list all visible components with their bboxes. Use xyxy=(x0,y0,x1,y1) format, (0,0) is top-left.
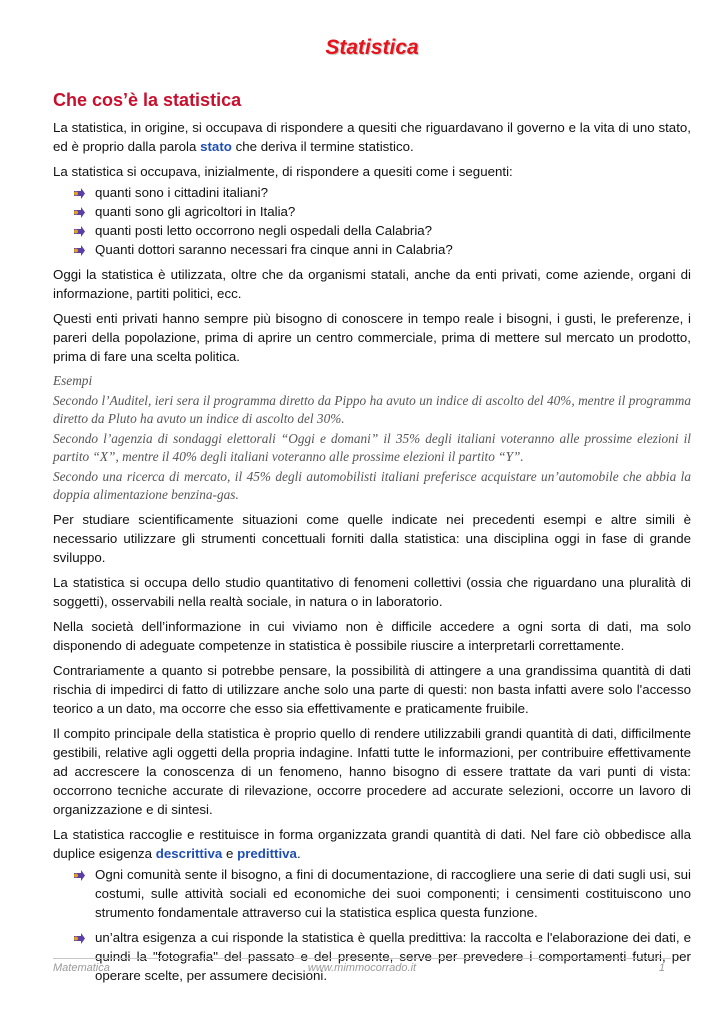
example-item: Secondo l’Auditel, ieri sera il programma diretto da Pippo ha avuto un indice di ascolto del 40%, mentre il programma diretto da Pluto ha avuto un indice di ascolto del 30%. xyxy=(53,393,691,426)
example-item: Secondo una ricerca di mercato, il 45% degli automobilisti italiani preferisce acquistare un’automobile che abbia la doppia alimentazione benzina-gas. xyxy=(53,469,691,502)
paragraph-oggi: Oggi la statistica è utilizzata, oltre che da organismi statali, anche da enti privati, come aziende, organi di informazione, partiti politici, ecc. xyxy=(53,267,691,301)
list-item: quanti sono gli agricoltori in Italia? xyxy=(73,202,691,221)
list-item: quanti posti letto occorrono negli ospedali della Calabria? xyxy=(73,221,691,240)
examples-label: Esempi xyxy=(53,373,93,388)
arrow-bullet-icon xyxy=(73,931,86,944)
page-title: Statistica xyxy=(325,36,419,59)
keyword-stato: stato xyxy=(200,139,232,154)
document-body xyxy=(53,88,691,991)
example-item: Secondo l’agenzia di sondaggi elettorali “Oggi e domani” il 35% degli italiani voteranno alle prossime elezioni il partito “X”, mentre il 40% degli italiani voteranno alle prossime elezioni il partito “Y”. xyxy=(53,431,691,464)
list-item: quanti sono i cittadini italiani? xyxy=(73,183,691,202)
arrow-bullet-icon xyxy=(73,868,86,881)
footer-subject: Matematica xyxy=(53,962,110,974)
paragraph-compito: Il compito principale della statistica è proprio quello di rendere utilizzabili grandi quantità di dati, difficilmente gestibili, relative agli oggetti della propria indagine. Infatti tutte le informazioni, per contribuire effettivamente ad accrescere la conoscenza di un fenomeno, hanno bisogno di essere trattate da vari punti di vista: occorrono tecniche accurate di rilevazione, occorre procedere ad accurate selezioni, occorre un lavoro di organizzazione e di sintesi. xyxy=(53,726,691,817)
footer-website: www.mimmocorrado.it xyxy=(307,962,417,974)
arrow-bullet-icon xyxy=(73,243,86,256)
paragraph-raccoglie: La statistica raccoglie e restituisce in forma organizzata grandi quantità di dati. Nel fare ciò obbedisce alla duplice esigenza descrittiva e predittiva. xyxy=(53,827,691,861)
paragraph-studiare: Per studiare scientificamente situazioni come quelle indicate nei precedenti esempi e altre simili è necessario utilizzare gli strumenti concettuali forniti dalla statistica: una disciplina oggi in fase di grande sviluppo. xyxy=(53,512,691,565)
keyword-predittiva: predittiva xyxy=(237,846,297,861)
keyword-descrittiva: descrittiva xyxy=(155,846,223,861)
page-footer xyxy=(53,958,671,974)
list-item: Quanti dottori saranno necessari fra cinque anni in Calabria? xyxy=(73,240,691,259)
paragraph-societa: Nella società dell’informazione in cui viviamo non è difficile accedere a ogni sorta di dati, ma solo disponendo di adeguate competenze in statistica è possibile riuscire a interpretarli correttamente. xyxy=(53,619,691,653)
list-item: Ogni comunità sente il bisogno, a fini di documentazione, di raccogliere una serie di dati sugli usi, sui costumi, sulle attività sociali ed economiche dei suoi componenti; i censimenti costituiscono uno strumento fondamentale attraverso cui la statistica esplica questa funzione. xyxy=(73,865,691,922)
arrow-bullet-icon xyxy=(73,224,86,237)
examples-block xyxy=(53,372,691,504)
paragraph-enti-privati: Questi enti privati hanno sempre più bisogno di conoscere in tempo reale i bisogni, i gusti, le preferenze, i pareri della popolazione, prima di aprire un centro commerciale, prima di mettere sul mercato un prodotto, prima di fare una scelta politica. xyxy=(53,311,691,364)
arrow-bullet-icon xyxy=(73,186,86,199)
questions-intro: La statistica si occupava, inizialmente, di rispondere a quesiti come i seguenti: xyxy=(53,164,513,179)
list-item: un’altra esigenza a cui risponde la statistica è quella predittiva: la raccolta e l'elaborazione dei dati, e quindi la "fotografia" del passato e del presente, serve per prevedere i comportamenti futuri, per operare scelte, per assumere decisioni. xyxy=(73,928,691,985)
paragraph-contrariamente: Contrariamente a quanto si potrebbe pensare, la possibilità di attingere a una grandissima quantità di dati rischia di impedirci di fatto di utilizzare anche solo una parte di questi: non basta infatti avere solo l'accesso teorico a un dato, ma occorre che esso sia effettivamente e praticamente fruibile. xyxy=(53,663,691,716)
arrow-bullet-icon xyxy=(73,205,86,218)
page-number: 1 xyxy=(658,962,665,974)
questions-list xyxy=(53,183,691,259)
intro-paragraph: La statistica, in origine, si occupava di rispondere a quesiti che riguardavano il governo e la vita di uno stato, ed è proprio dalla parola stato che deriva il termine statistico. xyxy=(53,120,691,154)
paragraph-occupa: La statistica si occupa dello studio quantitativo di fenomeni collettivi (ossia che riguardano una pluralità di soggetti), osservabili nella realtà sociale, in natura o in laboratorio. xyxy=(53,575,691,609)
section-heading: Che cos’è la statistica xyxy=(53,90,242,110)
